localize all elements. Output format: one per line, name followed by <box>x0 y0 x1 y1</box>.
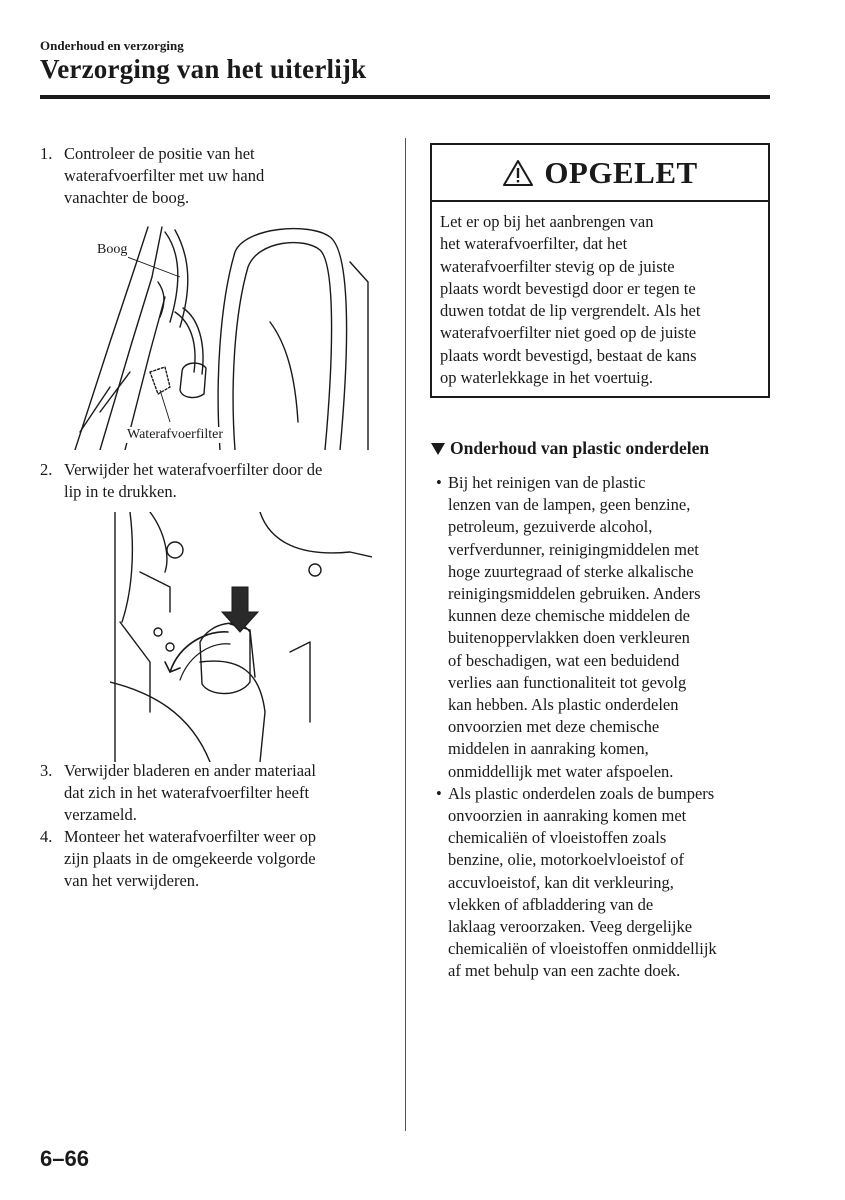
step-line: verzameld. <box>64 805 137 824</box>
bullet-line: af met behulp van een zachte doek. <box>448 961 681 981</box>
caution-line: plaats wordt bevestigd door er tegen te <box>440 278 696 298</box>
caution-line: Let er op bij het aanbrengen van <box>440 212 654 231</box>
step-line: zijn plaats in de omgekeerde volgorde <box>64 849 316 868</box>
bullet-line: onvoorzien in aanraking komen met <box>448 806 687 826</box>
bullet-line: middelen in aanraking komen, <box>448 739 649 759</box>
warning-triangle-icon <box>502 159 534 187</box>
caution-line: op waterlekkage in het voertuig. <box>440 368 654 388</box>
bullet-line: of beschadigen, wat een beduidend <box>448 650 680 670</box>
step-number: 1. <box>40 144 53 163</box>
bullet-item <box>436 472 781 783</box>
bullet-dot-icon: • <box>436 473 442 492</box>
step-line: Verwijder het waterafvoerfilter door de <box>64 460 323 479</box>
triangle-down-icon <box>430 442 446 456</box>
bullet-item <box>436 783 781 983</box>
step-number: 2. <box>40 460 53 479</box>
bullet-line: Bij het reinigen van de plastic <box>448 473 646 492</box>
bullet-line: lenzen van de lampen, geen benzine, <box>448 495 691 515</box>
bullet-dot-icon: • <box>436 783 442 803</box>
caution-line: waterafvoerfilter niet goed op de juiste <box>440 323 697 343</box>
caution-line: het waterafvoerfilter, dat het <box>440 234 628 254</box>
caution-title: OPGELET <box>544 154 698 190</box>
bullet-line: chemicaliën of vloeistoffen onmiddellijk <box>448 939 717 959</box>
step-line: van het verwijderen. <box>64 871 200 890</box>
bullet-line: kunnen deze chemische middelen de <box>448 606 690 626</box>
step-line: waterafvoerfilter met uw hand <box>64 166 265 185</box>
bullet-line: Als plastic onderdelen zoals de bumpers <box>448 783 715 803</box>
page-title: Verzorging van het uiterlijk <box>40 54 367 84</box>
bullet-line: hoge zuurtegraad of sterke alkalische <box>448 561 694 581</box>
bullet-line: onmiddellijk met water afspoelen. <box>448 761 674 781</box>
bullet-line: laklaag veroorzaken. Veeg dergelijke <box>448 917 693 937</box>
bullet-line: petroleum, gezuiverde alcohol, <box>448 517 653 537</box>
step-number: 3. <box>40 761 53 780</box>
subsection-title: Onderhoud van plastic onderdelen <box>450 438 710 458</box>
label-waterafvoerfilter: Waterafvoerfilter <box>127 427 224 442</box>
bullet-line: verlies aan functionaliteit tot gevolg <box>448 672 687 692</box>
bullet-line: reinigingsmiddelen gebruiken. Anders <box>448 584 701 604</box>
remove-filter-illustration <box>110 512 372 762</box>
left-column-steps-3-4 <box>40 760 380 892</box>
caution-body <box>432 202 768 389</box>
bullet-line: accuvloeistof, kan dit verkleuring, <box>448 872 674 892</box>
caution-line: duwen totdat de lip vergrendelt. Als het <box>440 301 701 321</box>
label-boog: Boog <box>97 242 128 257</box>
bullet-line: kan hebben. Als plastic onderdelen <box>448 695 679 715</box>
caution-header <box>432 145 768 202</box>
bullet-line: benzine, olie, motorkoelvloeistof of <box>448 850 684 870</box>
bullet-list <box>436 472 781 983</box>
figure-drain-filter-position <box>70 222 370 450</box>
step-number: 4. <box>40 827 53 846</box>
bullet-line: vlekken of afbladdering van de <box>448 894 654 914</box>
page-number: 6–66 <box>40 1146 89 1171</box>
left-column <box>40 143 380 209</box>
step-line: Monteer het waterafvoerfilter weer op <box>64 827 316 846</box>
bullet-line: onvoorzien met deze chemische <box>448 717 660 737</box>
section-label: Onderhoud en verzorging <box>40 38 184 53</box>
caution-line: plaats wordt bevestigd, bestaat de kans <box>440 345 697 365</box>
step-2 <box>40 459 380 503</box>
caution-line: waterafvoerfilter stevig op de juiste <box>440 256 675 276</box>
step-line: lip in te drukken. <box>64 482 177 501</box>
title-rule <box>40 95 770 99</box>
column-divider <box>405 138 406 1131</box>
step-1 <box>40 143 380 209</box>
bullet-line: buitenoppervlakken doen verkleuren <box>448 628 690 648</box>
subsection-heading <box>430 438 709 459</box>
step-line: vanachter de boog. <box>64 188 190 207</box>
left-column-step-2 <box>40 459 380 503</box>
bullet-line: chemicaliën of vloeistoffen zoals <box>448 828 667 848</box>
step-3 <box>40 760 380 826</box>
bullet-line: verfverdunner, reinigingmiddelen met <box>448 539 699 559</box>
step-4 <box>40 826 380 892</box>
step-line: Verwijder bladeren en ander materiaal <box>64 761 316 780</box>
step-line: Controleer de positie van het <box>64 144 255 163</box>
step-line: dat zich in het waterafvoerfilter heeft <box>64 783 310 802</box>
figure-remove-filter <box>110 512 372 762</box>
caution-box <box>430 143 770 398</box>
